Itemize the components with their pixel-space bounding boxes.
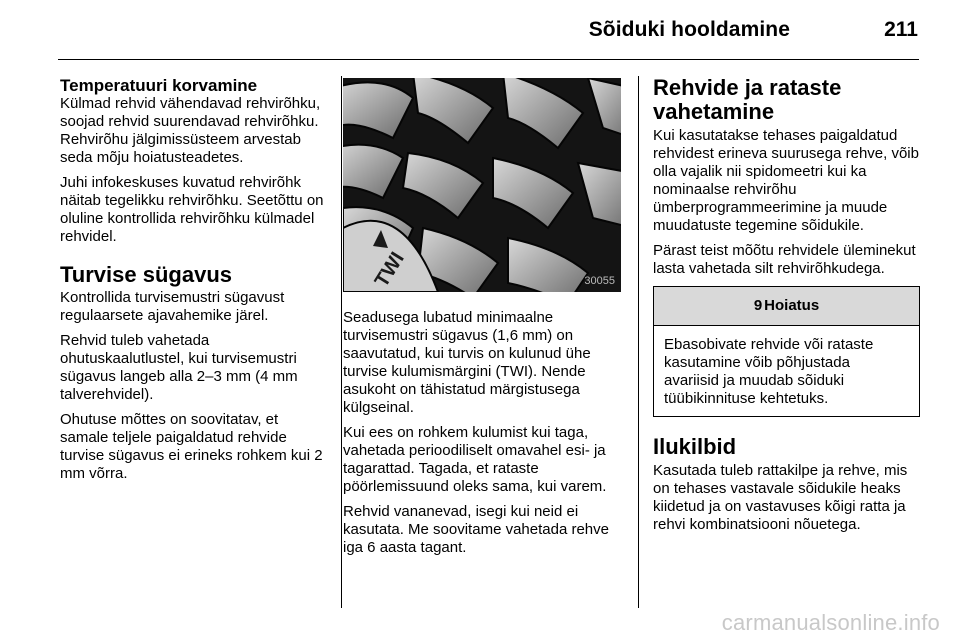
- section-heading-temperature: Temperatuuri korvamine: [60, 76, 258, 95]
- tire-tread-illustration: [343, 78, 621, 292]
- paragraph: Seadusega lubatud minimaalne turvisemustri sügavus (1,6 mm) on saavutatud, kui turvis on kulunud ühe turvise kulumismärgini (TWI). Nende asukoht on tähistatud märgistusega külgseinal.: [343, 309, 591, 416]
- column-divider-right: [638, 76, 639, 608]
- column-left: [60, 76, 328, 490]
- paragraph: Kasutada tuleb rattakilpe ja rehve, mis on tehases vastavale sõidukile heaks kiidetud ja on vastavuses kõigi ratta ja rehvi kombinatsiooni nõuetega.: [653, 462, 908, 533]
- warning-header: [654, 287, 919, 326]
- column-divider-left: [341, 76, 342, 608]
- image-reference-number: 30055: [584, 275, 615, 287]
- warning-icon: 9: [753, 297, 763, 314]
- column-right: [653, 76, 925, 541]
- section-heading-tire-change: Rehvide ja rataste vahetamine: [653, 75, 842, 124]
- section-heading-wheel-covers: Ilukilbid: [653, 434, 737, 459]
- watermark: carmanualsonline.info: [721, 610, 940, 635]
- twi-marking: TWI: [370, 248, 409, 292]
- paragraph: Pärast teist mõõtu rehvidele üleminekut lasta vahetada silt rehvirõhkudega.: [653, 242, 916, 277]
- warning-body: Ebasobivate rehvide või rataste kasutamine võib põhjustada avariisid ja muudab sõiduki tüübikinnituse kehtetuks.: [664, 336, 874, 407]
- paragraph: Juhi infokeskuses kuvatud rehvirõhk näitab tegelikku rehvirõhku. Seetõttu on oluline kontrollida rehvirõhku külmadel rehvidel.: [60, 174, 324, 245]
- paragraph: Kui ees on rohkem kulumist kui taga, vahetada perioodiliselt omavahel esi- ja tagarattad. Tagada, et rataste pöörlemissuund oleks sama, kui varem.: [343, 424, 607, 495]
- paragraph: Rehvid tuleb vahetada ohutuskaalutlustel, kui turvisemustri sügavus langeb alla 2–3 mm (4 mm talverehvidel).: [60, 332, 298, 403]
- page-header-title: Sõiduki hooldamine: [588, 18, 790, 41]
- paragraph: Rehvid vananevad, isegi kui neid ei kasutata. Me soovitame vahetada rehve iga 6 aasta tagant.: [343, 503, 609, 556]
- header-rule: [58, 59, 919, 60]
- column-middle: [343, 76, 625, 564]
- paragraph: Ohutuse mõttes on soovitatav, et samale teljele paigaldatud rehvide turvise sügavus ei erineks rohkem kui 2 mm võrra.: [60, 411, 323, 482]
- warning-title: Hoiatus: [764, 297, 820, 314]
- warning-box: [653, 286, 920, 417]
- paragraph: Kui kasutatakse tehases paigaldatud rehvidest erineva suurusega rehve, võib olla vajalik nii spidomeetri kui ka nominaalse rehvirõhu ümberprogrammeerimine ja muude muudatuste tegemine sõidukile.: [653, 127, 919, 234]
- paragraph: Kontrollida turvisemustri sügavust regulaarsete ajavahemike järel.: [60, 289, 285, 324]
- section-heading-tread-depth: Turvise sügavus: [60, 262, 232, 287]
- page-number: 211: [884, 18, 918, 41]
- paragraph: Külmad rehvid vähendavad rehvirõhku, soojad rehvid suurendavad rehvirõhku. Rehvirõhu jälgimissüsteem arvestab seda mõju hoiatusteadetes.: [60, 95, 321, 166]
- tire-tread-photo: [343, 78, 621, 292]
